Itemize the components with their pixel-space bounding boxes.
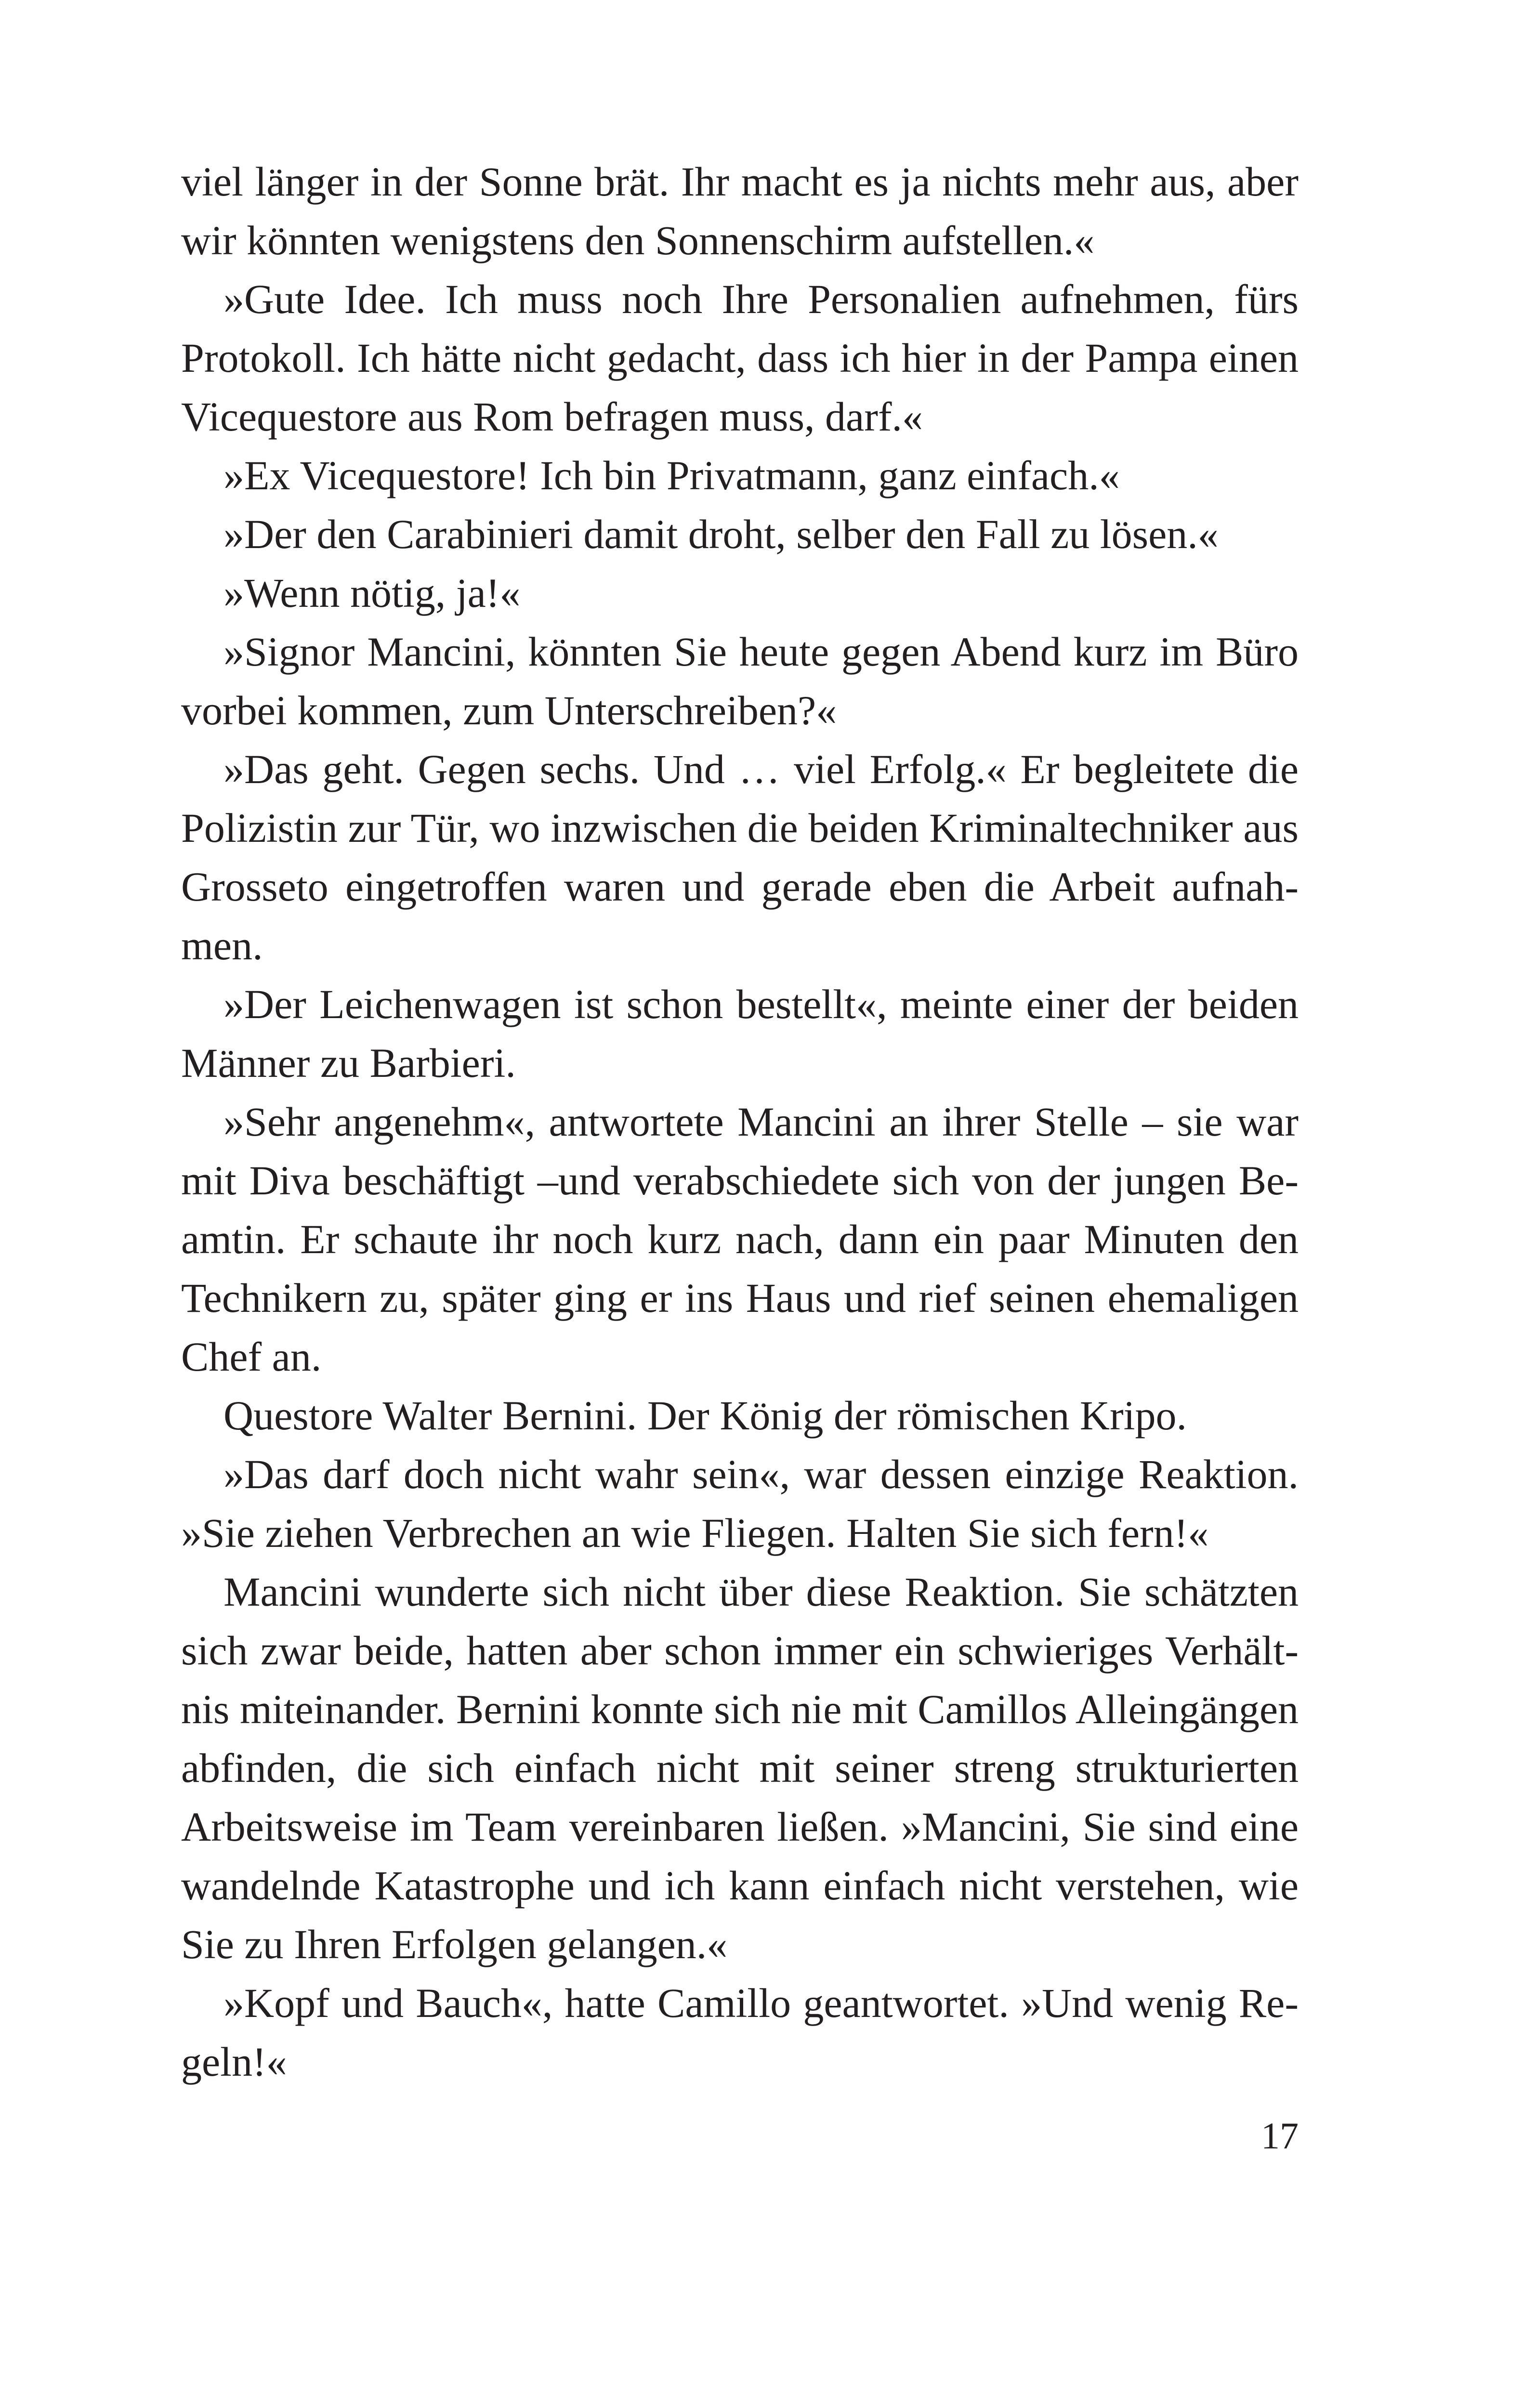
paragraph: »Der den Carabinieri damit droht, selber den Fall zu lösen.« [223, 511, 1219, 557]
paragraph: viel länger in der Sonne brät. Ihr macht es ja nichts mehr aus, aber wir könnten wenigstens den Sonnenschirm aufstellen.« [181, 158, 1299, 263]
paragraph: »Der Leichenwagen ist schon bestellt«, meinte einer der beiden Männer zu Barbieri. [181, 981, 1299, 1086]
paragraph: »Ex Vicequestore! Ich bin Privatmann, ganz einfach.« [223, 452, 1120, 498]
body-text [181, 152, 1299, 2091]
paragraph: »Gute Idee. Ich muss noch Ihre Personalien aufnehmen, fürs Protokoll. Ich hätte nicht gedacht, dass ich hier in der Pampa einen Vicequestore aus Rom befragen muss, darf.« [181, 276, 1299, 440]
paragraph: »Das darf doch nicht wahr sein«, war dessen einzige Reaktion. »Sie ziehen Verbrechen an wie Fliegen. Halten Sie sich fern!« [181, 1451, 1299, 1556]
paragraph: »Kopf und Bauch«, hatte Camillo geantwortet. »Und wenig Regeln!« [181, 1980, 1299, 2085]
paragraph: »Das geht. Gegen sechs. Und … viel Erfolg.« Er begleitete die Polizistin zur Tür, wo inzwischen die beiden Kriminaltechniker aus Grosseto eingetroffen waren und gerade eben die Arbeit aufnahmen. [181, 746, 1299, 968]
paragraph: »Signor Mancini, könnten Sie heute gegen Abend kurz im Büro vorbei kommen, zum Unterschreiben?« [181, 628, 1299, 733]
paragraph: Questore Walter Bernini. Der König der römischen Kripo. [223, 1392, 1187, 1439]
paragraph: »Wenn nötig, ja!« [223, 570, 521, 616]
page-number: 17 [1261, 2115, 1299, 2157]
paragraph: Mancini wunderte sich nicht über diese Reaktion. Sie schätzten sich zwar beide, hatten aber schon immer ein schwieriges Verhältnis miteinander. Bernini konnte sich nie mit Camillos Alleingängen abfinden, die sich einfach nicht mit seiner streng strukturierten Arbeitsweise im Team vereinbaren ließen. »Mancini, Sie sind eine wandelnde Katastrophe und ich kann einfach nicht verstehen, wie Sie zu Ihren Erfolgen gelangen.« [181, 1569, 1299, 1967]
paragraph: »Sehr angenehm«, antwortete Mancini an ihrer Stelle – sie war mit Diva beschäftigt –und verabschiedete sich von der jungen Beamtin. Er schaute ihr noch kurz nach, dann ein paar Minuten den Technikern zu, später ging er ins Haus und rief seinen ehemaligen Chef an. [181, 1099, 1299, 1380]
